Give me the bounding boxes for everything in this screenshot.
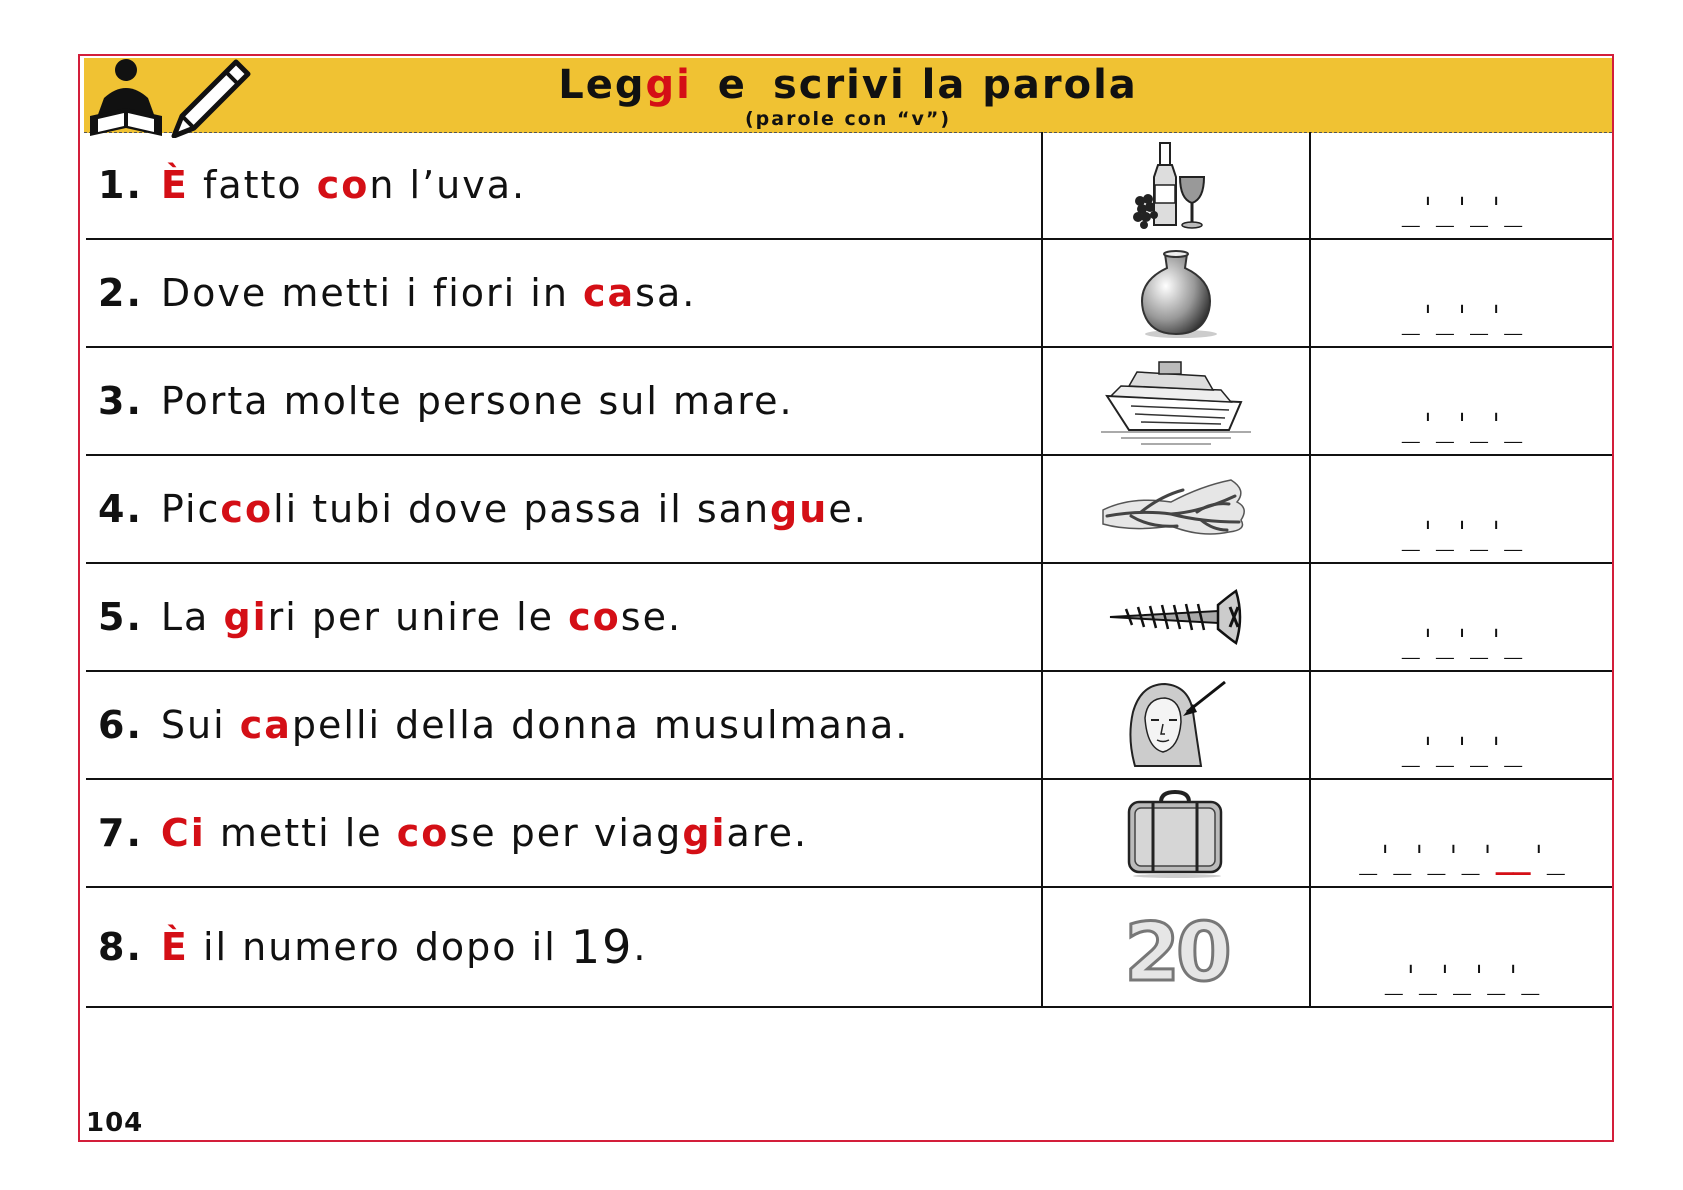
- title-banner: [84, 58, 1612, 133]
- picture-cell: [1041, 780, 1311, 886]
- question-text: [98, 888, 647, 1006]
- question-fragment: fatto: [188, 163, 317, 207]
- exercise-row-5: [86, 564, 1612, 672]
- picture-cell: [1041, 132, 1311, 238]
- question-fragment: se per viag: [449, 811, 683, 855]
- blank-letters: _ˈ_ˈ_ˈ_: [1401, 517, 1522, 552]
- question-fragment: e.: [828, 487, 868, 531]
- blank-letters: _ˈ_ˈ_ˈ_ˈ_: [1384, 961, 1539, 996]
- highlighted-syllable: co: [568, 595, 621, 639]
- picture-cell: [1041, 672, 1311, 778]
- question-fragment: are.: [726, 811, 809, 855]
- number-20-label: 20: [1124, 906, 1228, 990]
- highlighted-syllable: gu: [770, 487, 829, 531]
- veins-icon: [1101, 466, 1251, 552]
- question-text: [98, 672, 909, 778]
- blank-letters: _ˈ_ˈ_ˈ_ˈ: [1359, 841, 1496, 876]
- question-fragment: pelli della donna musulmana.: [291, 703, 910, 747]
- highlighted-syllable: co: [396, 811, 450, 855]
- question-number: 2.: [98, 271, 143, 315]
- highlighted-syllable: Ci: [160, 811, 206, 855]
- question-fragment: La: [160, 595, 224, 639]
- highlighted-syllable: gi: [223, 595, 268, 639]
- question-number: 5.: [98, 595, 143, 639]
- highlighted-syllable: È: [160, 925, 189, 969]
- blank-letters: _ˈ_ˈ_ˈ_: [1401, 193, 1522, 228]
- question-fragment: Pic: [160, 487, 221, 531]
- blank-letters-highlighted: __: [1495, 841, 1530, 876]
- question-fragment: Porta molte persone sul mare.: [160, 379, 794, 423]
- picture-cell: [1041, 888, 1311, 1006]
- question-text: [98, 456, 868, 562]
- blank-letters: _ˈ_ˈ_ˈ_: [1401, 733, 1522, 768]
- question-fragment: .: [633, 925, 648, 969]
- highlighted-syllable: ca: [582, 271, 636, 315]
- question-text: [98, 240, 696, 346]
- question-fragment: ri per unire le: [267, 595, 569, 639]
- blank-letters: _ˈ_ˈ_ˈ_: [1401, 301, 1522, 336]
- highlighted-syllable: co: [220, 487, 274, 531]
- exercise-row-2: [86, 240, 1612, 348]
- answer-blank[interactable]: [1311, 961, 1612, 996]
- answer-blank[interactable]: [1311, 193, 1612, 228]
- exercise-row-4: [86, 456, 1612, 564]
- question-text: [98, 780, 808, 886]
- vase-icon: [1131, 248, 1221, 338]
- question-fragment: Sui: [160, 703, 240, 747]
- answer-blank[interactable]: [1311, 409, 1612, 444]
- wine-icon: [1128, 137, 1224, 233]
- question-text: [98, 564, 682, 670]
- question-fragment: 19: [570, 920, 634, 974]
- picture-cell: [1041, 456, 1311, 562]
- highlighted-syllable: È: [160, 163, 189, 207]
- answer-blank[interactable]: [1311, 625, 1612, 660]
- ship-icon: [1101, 356, 1251, 446]
- screw-icon: [1106, 587, 1246, 647]
- highlighted-syllable: co: [316, 163, 370, 207]
- question-text: [98, 348, 794, 454]
- blank-letters: _ˈ_ˈ_ˈ_: [1401, 409, 1522, 444]
- question-number: 4.: [98, 487, 143, 531]
- page-subtitle: (parole con “v”): [744, 108, 952, 130]
- question-number: 3.: [98, 379, 143, 423]
- highlighted-syllable: ca: [239, 703, 292, 747]
- question-fragment: sa.: [635, 271, 697, 315]
- blank-letters: _ˈ_ˈ_ˈ_: [1401, 625, 1522, 660]
- page-number: 104: [86, 1108, 144, 1138]
- exercise-row-3: [86, 348, 1612, 456]
- question-number: 7.: [98, 811, 143, 855]
- exercise-row-7: [86, 780, 1612, 888]
- highlighted-syllable: gi: [682, 811, 727, 855]
- question-text: [98, 132, 526, 238]
- answer-blank[interactable]: [1311, 301, 1612, 336]
- exercise-row-8: [86, 888, 1612, 1008]
- answer-blank[interactable]: [1311, 517, 1612, 552]
- answer-blank[interactable]: [1311, 733, 1612, 768]
- answer-blank[interactable]: [1311, 841, 1612, 876]
- picture-cell: [1041, 240, 1311, 346]
- exercise-row-1: [86, 132, 1612, 240]
- blank-letters: ˈ_: [1529, 841, 1564, 876]
- question-number: 6.: [98, 703, 143, 747]
- exercise-row-6: [86, 672, 1612, 780]
- question-number: 8.: [98, 925, 143, 969]
- picture-cell: [1041, 348, 1311, 454]
- question-fragment: metti le: [205, 811, 397, 855]
- question-fragment: Dove metti i fiori in: [160, 271, 583, 315]
- exercise-table: [86, 132, 1612, 1008]
- question-fragment: li tubi dove passa il san: [273, 487, 771, 531]
- picture-cell: [1041, 564, 1311, 670]
- question-fragment: il numero dopo il: [188, 925, 571, 969]
- veil-icon: [1121, 678, 1231, 772]
- question-fragment: n l’uva.: [369, 163, 527, 207]
- page-title: Leggi e scrivi la parola: [558, 62, 1138, 108]
- question-fragment: se.: [620, 595, 683, 639]
- suitcase-icon: [1121, 788, 1231, 878]
- question-number: 1.: [98, 163, 143, 207]
- number-20-icon: [1121, 904, 1231, 990]
